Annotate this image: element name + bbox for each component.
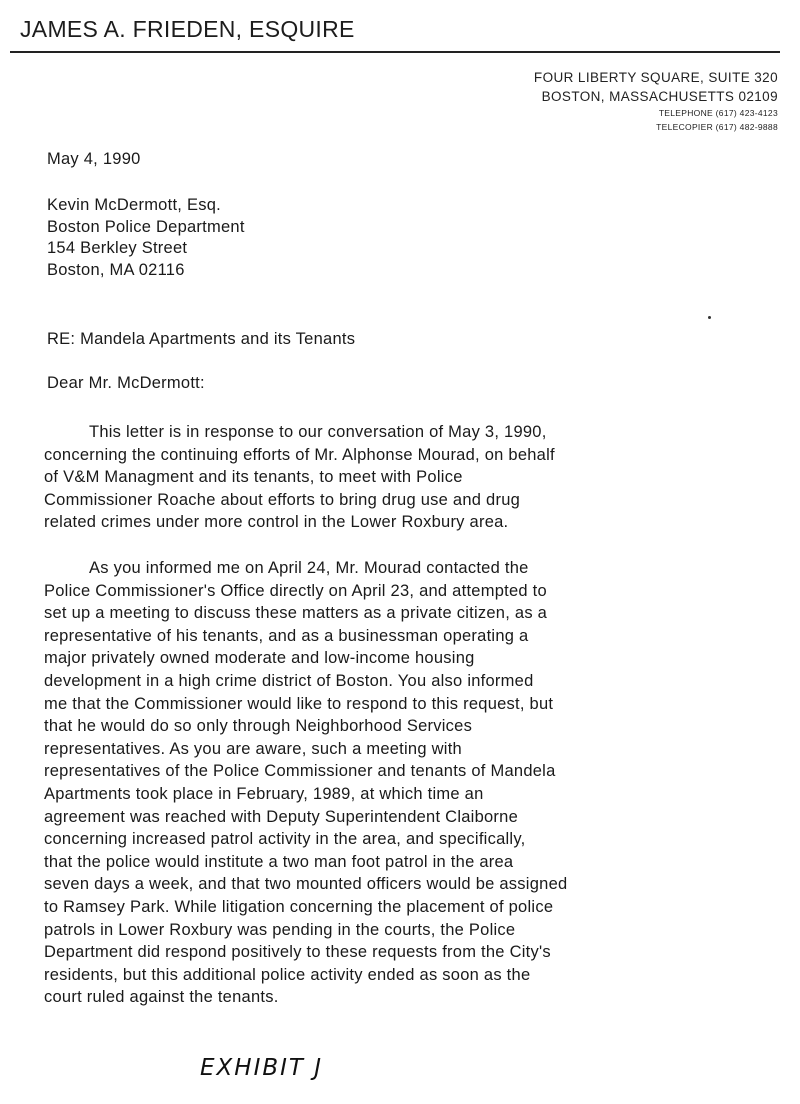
recipient-organization: Boston Police Department — [47, 217, 245, 236]
paragraph-line: Department did respond positively to these requests from the City's — [44, 943, 551, 962]
firm-name: JAMES A. FRIEDEN, ESQUIRE — [20, 16, 355, 42]
paragraph-line: to Ramsey Park. While litigation concerning the placement of police — [44, 897, 554, 916]
recipient-city: Boston, MA 02116 — [47, 260, 185, 279]
recipient-street: 154 Berkley Street — [47, 239, 188, 257]
subject-line: RE: Mandela Apartments and its Tenants — [47, 330, 356, 348]
header-rule — [10, 51, 780, 53]
paragraph-line: patrols in Lower Roxbury was pending in the courts, the Police — [44, 920, 516, 939]
paragraph-line: court ruled against the tenants. — [44, 988, 279, 1007]
paragraph-line: seven days a week, and that two mounted officers would be assigned — [44, 875, 568, 894]
paragraph-line: agreement was reached with Deputy Superintendent Claiborne — [44, 807, 519, 826]
handwritten-exhibit-label: EXHIBIT J — [200, 1055, 324, 1081]
paragraph-line: major privately owned moderate and low-income housing — [44, 649, 475, 668]
paragraph-line: Commissioner Roache about efforts to bring drug use and drug — [44, 490, 521, 509]
paragraph-line: As you informed me on April 24, Mr. Mourad contacted the — [89, 559, 529, 577]
paragraph-line: representative of his tenants, and as a businessman operating a — [44, 626, 529, 645]
paragraph-line: concerning the continuing efforts of Mr. Alphonse Mourad, on behalf — [44, 445, 555, 464]
paragraph-1 — [44, 421, 555, 534]
paragraph-line: Police Commissioner's Office directly on April 23, and attempted to — [44, 581, 547, 600]
paragraph-line: me that the Commissioner would like to respond to this request, but — [44, 694, 554, 713]
paragraph-line: that he would do so only through Neighborhood Services — [44, 717, 473, 736]
recipient-block — [47, 195, 245, 281]
paragraph-line: representatives. As you are aware, such a meeting with — [44, 739, 462, 758]
paragraph-line: concerning increased patrol activity in the area, and specifically, — [44, 830, 526, 849]
telecopier-line: TELECOPIER (617) 482-9888 — [656, 122, 778, 132]
address-line-2: BOSTON, MASSACHUSETTS 02109 — [541, 89, 778, 104]
salutation: Dear Mr. McDermott: — [47, 374, 205, 392]
paragraph-line: that the police would institute a two man foot patrol in the area — [44, 852, 514, 871]
address-line-1: FOUR LIBERTY SQUARE, SUITE 320 — [533, 70, 778, 85]
paragraph-2 — [44, 557, 567, 1009]
paragraph-line: set up a meeting to discuss these matters as a private citizen, as a — [44, 604, 548, 623]
paragraph-line: residents, but this additional police activity ended as soon as the — [44, 965, 531, 984]
telephone-line: TELEPHONE (617) 423-4123 — [658, 108, 778, 118]
letter-date: May 4, 1990 — [47, 150, 141, 168]
recipient-name: Kevin McDermott, Esq. — [47, 196, 221, 214]
paragraph-line: representatives of the Police Commissioner and tenants of Mandela — [44, 762, 556, 781]
paragraph-line: Apartments took place in February, 1989, at which time an — [44, 784, 484, 803]
stray-mark — [708, 316, 711, 319]
letterhead-address — [534, 68, 778, 134]
paragraph-line: This letter is in response to our conversation of May 3, 1990, — [89, 423, 547, 441]
paragraph-line: of V&M Managment and its tenants, to meet with Police — [44, 468, 463, 487]
paragraph-line: related crimes under more control in the Lower Roxbury area. — [44, 513, 509, 532]
paragraph-line: development in a high crime district of Boston. You also informed — [44, 671, 534, 690]
